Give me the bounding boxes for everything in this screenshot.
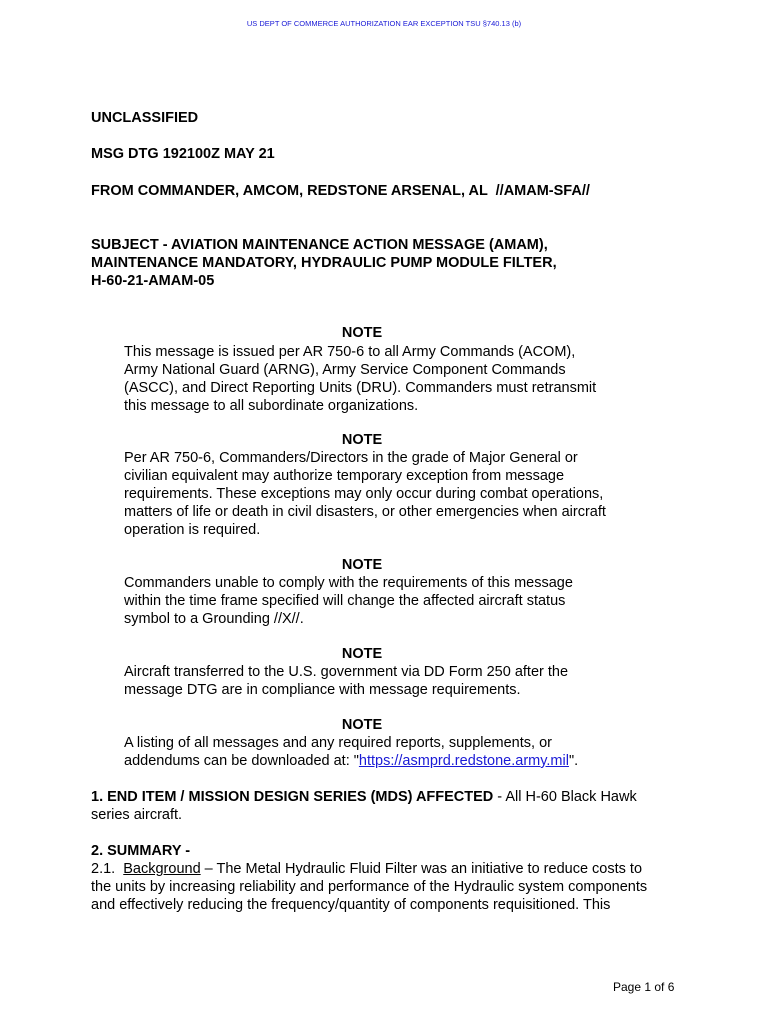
note-2-body — [124, 449, 654, 539]
note-1-line-3: (ASCC), and Direct Reporting Units (DRU). Commanders must retransmit — [124, 380, 597, 396]
note-5-line-2 — [124, 752, 654, 770]
section-1 — [91, 788, 681, 824]
note-1-line-1: This message is issued per AR 750-6 to all Army Commands (ACOM), — [124, 344, 576, 360]
subject-line-1: SUBJECT - AVIATION MAINTENANCE ACTION MESSAGE (AMAM), — [91, 237, 548, 253]
note-4-line-1: Aircraft transferred to the U.S. government via DD Form 250 after the — [124, 664, 569, 680]
note-4-body — [124, 663, 654, 699]
note-4-title: NOTE — [341, 646, 383, 662]
section-2-1-label: Background — [123, 861, 201, 877]
page-number: Page 1 of 6 — [613, 980, 675, 994]
section-2-heading: 2. SUMMARY - — [91, 843, 191, 859]
message-dtg: MSG DTG 192100Z MAY 21 — [91, 146, 275, 162]
subject-line-2: MAINTENANCE MANDATORY, HYDRAULIC PUMP MODULE FILTER, — [91, 255, 557, 271]
note-3-line-1: Commanders unable to comply with the requirements of this message — [124, 575, 573, 591]
note-3-line-3: symbol to a Grounding //X//. — [124, 611, 304, 627]
note-2-line-3: requirements. These exceptions may only occur during combat operations, — [124, 486, 604, 502]
section-1-text-2: series aircraft. — [91, 807, 183, 823]
note-2-line-5: operation is required. — [124, 522, 261, 538]
section-2-1-line-2: the units by increasing reliability and performance of the Hydraulic system components — [91, 879, 648, 895]
note-5-line-2-suffix: ". — [568, 753, 579, 769]
note-2-line-2: civilian equivalent may authorize temporary exception from message — [124, 468, 565, 484]
note-1-line-2: Army National Guard (ARNG), Army Service Component Commands — [124, 362, 566, 378]
section-2-1-number: 2.1. — [91, 861, 124, 877]
note-4-line-2: message DTG are in compliance with message requirements. — [124, 682, 521, 698]
section-2-1-line-1 — [91, 860, 681, 878]
note-5-title: NOTE — [341, 717, 383, 733]
message-from: FROM COMMANDER, AMCOM, REDSTONE ARSENAL, AL //AMAM-SFA// — [91, 183, 590, 199]
note-5-body — [124, 734, 654, 770]
section-1-heading: 1. END ITEM / MISSION DESIGN SERIES (MDS) AFFECTED — [91, 789, 494, 805]
note-2-title: NOTE — [341, 432, 383, 448]
classification: UNCLASSIFIED — [91, 110, 199, 126]
note-1-title: NOTE — [341, 325, 383, 341]
section-2-1-line-3: and effectively reducing the frequency/quantity of components requisitioned. This — [91, 897, 611, 913]
note-5-line-1: A listing of all messages and any required reports, supplements, or — [124, 735, 552, 751]
note-2-line-4: matters of life or death in civil disasters, or other emergencies when aircraft — [124, 504, 606, 520]
note-3-title: NOTE — [341, 557, 383, 573]
note-2-line-1: Per AR 750-6, Commanders/Directors in the grade of Major General or — [124, 450, 578, 466]
section-1-text-1: - All H-60 Black Hawk — [493, 789, 637, 805]
section-1-line-1 — [91, 788, 681, 806]
export-notice: US DEPT OF COMMERCE AUTHORIZATION EAR EXCEPTION TSU §740.13 (b) — [246, 19, 522, 28]
note-1-body — [124, 343, 654, 415]
subject-line-3: H-60-21-AMAM-05 — [91, 273, 215, 289]
note-1-line-4: this message to all subordinate organizations. — [124, 398, 419, 414]
note-3-body — [124, 574, 654, 628]
section-2-1 — [91, 860, 681, 914]
section-2-1-text-1: – The Metal Hydraulic Fluid Filter was an initiative to reduce costs to — [200, 861, 643, 877]
download-link[interactable]: https://asmprd.redstone.army.mil — [358, 753, 569, 769]
note-3-line-2: within the time frame specified will change the affected aircraft status — [124, 593, 566, 609]
note-5-line-2-prefix: addendums can be downloaded at: " — [124, 753, 359, 769]
